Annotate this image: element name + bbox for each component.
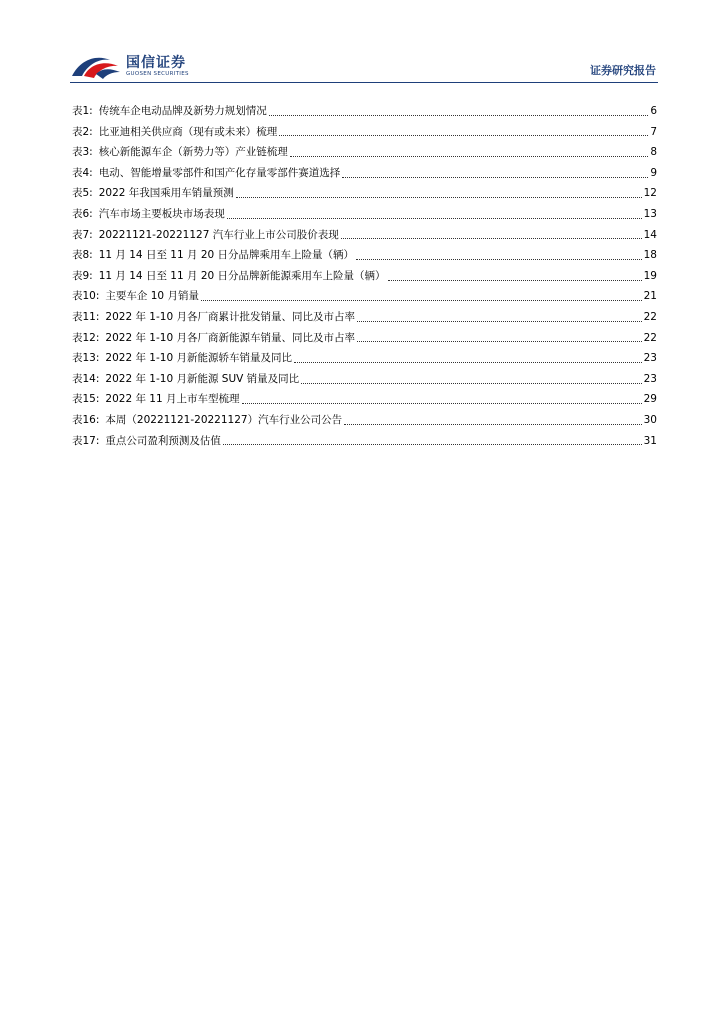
toc-entry-title: 主要车企 10 月销量 — [105, 290, 199, 303]
toc-entry-label: 表1: — [72, 105, 93, 117]
toc-entry-title: 核心新能源车企（新势力等）产业链梳理 — [98, 146, 288, 159]
toc-dot-leader — [279, 125, 648, 136]
guosen-logo-icon — [70, 50, 122, 80]
toc-entry-page: 30 — [643, 413, 657, 426]
toc-entry-label: 表14: — [72, 372, 100, 385]
toc-dot-leader — [356, 249, 642, 260]
brand-name: 国信证券 — [126, 55, 186, 71]
toc-dot-leader — [242, 393, 642, 404]
brand-name-english: GUOSEN SECURITIES — [126, 71, 189, 77]
guosen-logo — [70, 50, 200, 84]
toc-entry-label: 表3: — [72, 146, 93, 159]
toc-entry[interactable] — [72, 410, 657, 431]
toc-entry-label: 表13: — [72, 352, 100, 365]
toc-entry-page: 23 — [643, 352, 657, 365]
toc-entry-page: 19 — [643, 269, 657, 282]
toc-entry-page: 7 — [650, 125, 657, 138]
toc-entry[interactable] — [72, 225, 657, 246]
toc-entry-label: 表17: — [72, 434, 100, 447]
toc-dot-leader — [269, 105, 649, 116]
toc-entry-page: 6 — [650, 105, 657, 117]
toc-entry-page: 23 — [643, 372, 657, 385]
toc-entry-label: 表12: — [72, 331, 100, 344]
toc-entry-label: 表6: — [72, 207, 93, 220]
toc-entry[interactable] — [72, 266, 657, 287]
toc-entry-page: 22 — [643, 331, 657, 344]
toc-entry[interactable] — [72, 183, 657, 204]
toc-entry-title: 20221121-20221127 汽车行业上市公司股价表现 — [98, 228, 339, 241]
toc-dot-leader — [341, 228, 642, 239]
toc-entry-label: 表7: — [72, 228, 93, 241]
toc-dot-leader — [201, 290, 642, 301]
toc-entry-title: 2022 年 1-10 月新能源轿车销量及同比 — [105, 352, 292, 365]
toc-dot-leader — [357, 331, 642, 342]
toc-dot-leader — [294, 352, 642, 363]
toc-entry-title: 11 月 14 日至 11 月 20 日分品牌乘用车上险量（辆） — [98, 249, 355, 262]
toc-entry-label: 表5: — [72, 187, 93, 200]
toc-entry-title: 2022 年 1-10 月各厂商累计批发销量、同比及市占率 — [105, 310, 355, 323]
toc-entry-title: 2022 年我国乘用车销量预测 — [98, 187, 234, 200]
toc-dot-leader — [342, 167, 648, 178]
toc-entry-title: 本周（20221121-20221127）汽车行业公司公告 — [105, 413, 343, 426]
toc-entry[interactable] — [72, 348, 657, 369]
toc-entry[interactable] — [72, 328, 657, 349]
toc-entry-page: 14 — [643, 228, 657, 241]
toc-dot-leader — [388, 270, 642, 281]
toc-entry-label: 表2: — [72, 125, 93, 138]
toc-entry-label: 表16: — [72, 413, 100, 426]
toc-entry-title: 电动、智能增量零部件和国产化存量零部件赛道选择 — [98, 166, 341, 179]
table-of-contents — [72, 101, 657, 451]
toc-dot-leader — [227, 208, 642, 219]
toc-entry-page: 8 — [650, 146, 657, 159]
toc-entry-page: 22 — [643, 310, 657, 323]
toc-entry-page: 12 — [643, 187, 657, 200]
toc-entry-page: 13 — [643, 207, 657, 220]
toc-entry[interactable] — [72, 286, 657, 307]
toc-entry-title: 重点公司盈利预测及估值 — [105, 434, 221, 447]
toc-entry-title: 2022 年 1-10 月新能源 SUV 销量及同比 — [105, 372, 300, 385]
toc-entry[interactable] — [72, 122, 657, 143]
toc-entry-title: 11 月 14 日至 11 月 20 日分品牌新能源乘用车上险量（辆） — [98, 269, 386, 282]
toc-dot-leader — [290, 146, 649, 157]
toc-entry-page: 29 — [643, 393, 657, 406]
toc-entry[interactable] — [72, 307, 657, 328]
toc-entry-page: 21 — [643, 290, 657, 303]
toc-entry-label: 表15: — [72, 393, 100, 406]
toc-dot-leader — [236, 187, 642, 198]
toc-entry[interactable] — [72, 245, 657, 266]
toc-dot-leader — [344, 414, 642, 425]
toc-entry-label: 表10: — [72, 290, 100, 303]
toc-entry-title: 汽车市场主要板块市场表现 — [98, 207, 225, 220]
toc-entry[interactable] — [72, 163, 657, 184]
toc-dot-leader — [301, 373, 641, 384]
toc-dot-leader — [223, 434, 642, 445]
toc-entry-label: 表11: — [72, 310, 100, 323]
toc-entry-title: 比亚迪相关供应商（现有或未来）梳理 — [98, 125, 278, 138]
toc-entry-page: 18 — [643, 249, 657, 262]
header-divider — [70, 82, 658, 83]
toc-entry-title: 2022 年 1-10 月各厂商新能源车销量、同比及市占率 — [105, 331, 355, 344]
toc-entry-title: 传统车企电动品牌及新势力规划情况 — [98, 105, 267, 117]
page-header — [0, 0, 724, 90]
toc-entry-title: 2022 年 11 月上市车型梳理 — [105, 393, 240, 406]
toc-entry[interactable] — [72, 204, 657, 225]
report-type: 证券研究报告 — [590, 64, 656, 77]
toc-dot-leader — [357, 311, 642, 322]
toc-entry-label: 表8: — [72, 249, 93, 262]
toc-entry[interactable] — [72, 101, 657, 122]
toc-entry[interactable] — [72, 142, 657, 163]
toc-entry-page: 9 — [650, 166, 657, 179]
toc-entry[interactable] — [72, 389, 657, 410]
toc-entry[interactable] — [72, 431, 657, 452]
toc-entry-label: 表9: — [72, 269, 93, 282]
toc-entry-label: 表4: — [72, 166, 93, 179]
toc-entry-page: 31 — [643, 434, 657, 447]
toc-entry[interactable] — [72, 369, 657, 390]
